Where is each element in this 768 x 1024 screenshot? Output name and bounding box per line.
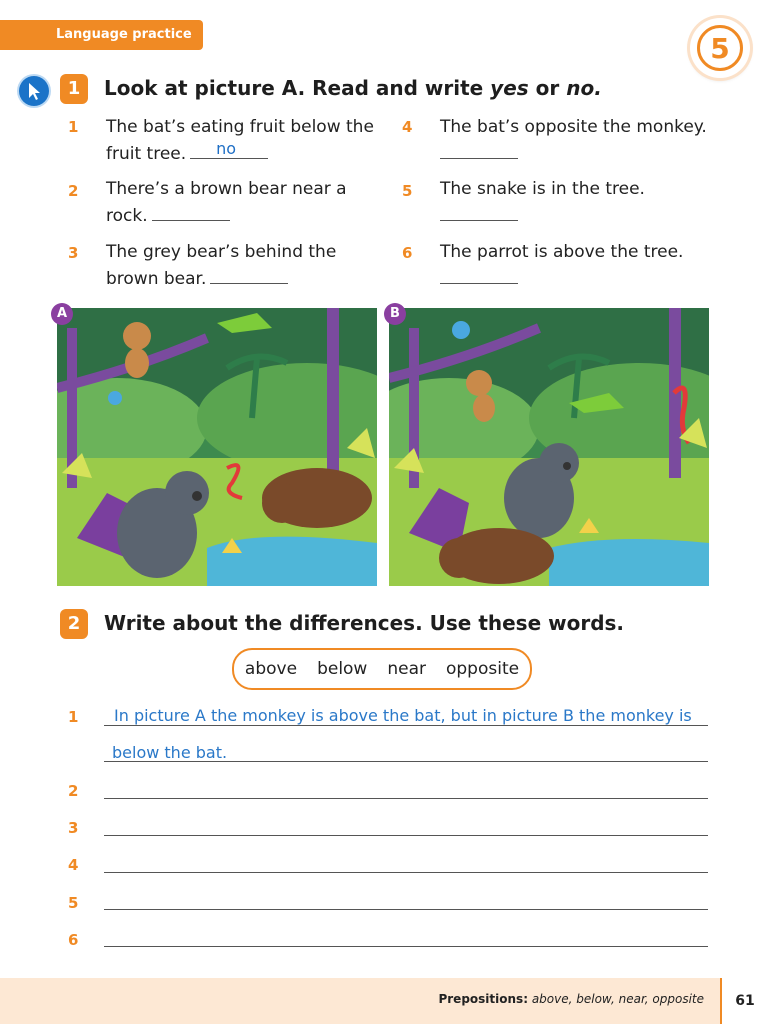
picture-b-label: B: [384, 303, 406, 325]
item-number: 6: [402, 244, 413, 262]
line-number: 2: [68, 782, 79, 800]
word-opposite: opposite: [445, 659, 520, 679]
picture-a: [57, 308, 377, 586]
exercise-1-number: 1: [60, 74, 88, 104]
line-number: 3: [68, 819, 79, 837]
item-text: The snake is in the tree.: [440, 176, 645, 229]
line-number: 6: [68, 931, 79, 949]
writing-line[interactable]: [104, 835, 708, 836]
section-tab: Language practice 2: [0, 20, 203, 50]
word-near: near: [387, 659, 426, 679]
unit-number: 5: [697, 25, 743, 71]
writing-line[interactable]: [104, 798, 708, 799]
word-above: above: [244, 659, 298, 679]
exercise-2-heading: Write about the differences. Use these words.: [104, 611, 625, 635]
footer-topic: Prepositions: above, below, near, opposite: [438, 992, 704, 1006]
exercise-1-heading: Look at picture A. Read and write yes or no.: [104, 76, 602, 100]
picture-b: [389, 308, 709, 586]
picture-a-label: A: [51, 303, 73, 325]
word-box: [232, 648, 532, 690]
word-below: below: [317, 659, 368, 679]
handwritten-answer: below the bat.: [112, 743, 228, 762]
handwritten-answer: In picture A the monkey is above the bat, but in picture B the monkey is: [114, 706, 692, 725]
writing-line[interactable]: [104, 761, 708, 762]
answer-text: no: [216, 139, 237, 158]
exercise-2-number: 2: [60, 609, 88, 639]
writing-line[interactable]: [104, 909, 708, 910]
writing-line[interactable]: [104, 946, 708, 947]
item-text: The parrot is above the tree.: [440, 239, 683, 292]
page-number: 61: [720, 978, 768, 1024]
item-number: 2: [68, 182, 79, 200]
item-text: There’s a brown bear near a rock.: [106, 179, 347, 226]
item-number: 5: [402, 182, 413, 200]
cursor-icon[interactable]: [19, 76, 49, 106]
writing-line[interactable]: [104, 872, 708, 873]
line-number: 1: [68, 708, 79, 726]
unit-badge: [690, 18, 750, 78]
footer-bar: [0, 978, 768, 1024]
item-number: 1: [68, 118, 79, 136]
item-text: The grey bear’s behind the brown bear.: [106, 242, 337, 289]
item-text: The bat’s opposite the monkey.: [440, 114, 707, 167]
item-text: The bat’s eating fruit below the fruit tree. no: [106, 117, 374, 164]
line-number: 4: [68, 856, 79, 874]
item-number: 4: [402, 118, 413, 136]
line-number: 5: [68, 894, 79, 912]
writing-line[interactable]: [104, 725, 708, 726]
item-number: 3: [68, 244, 79, 262]
